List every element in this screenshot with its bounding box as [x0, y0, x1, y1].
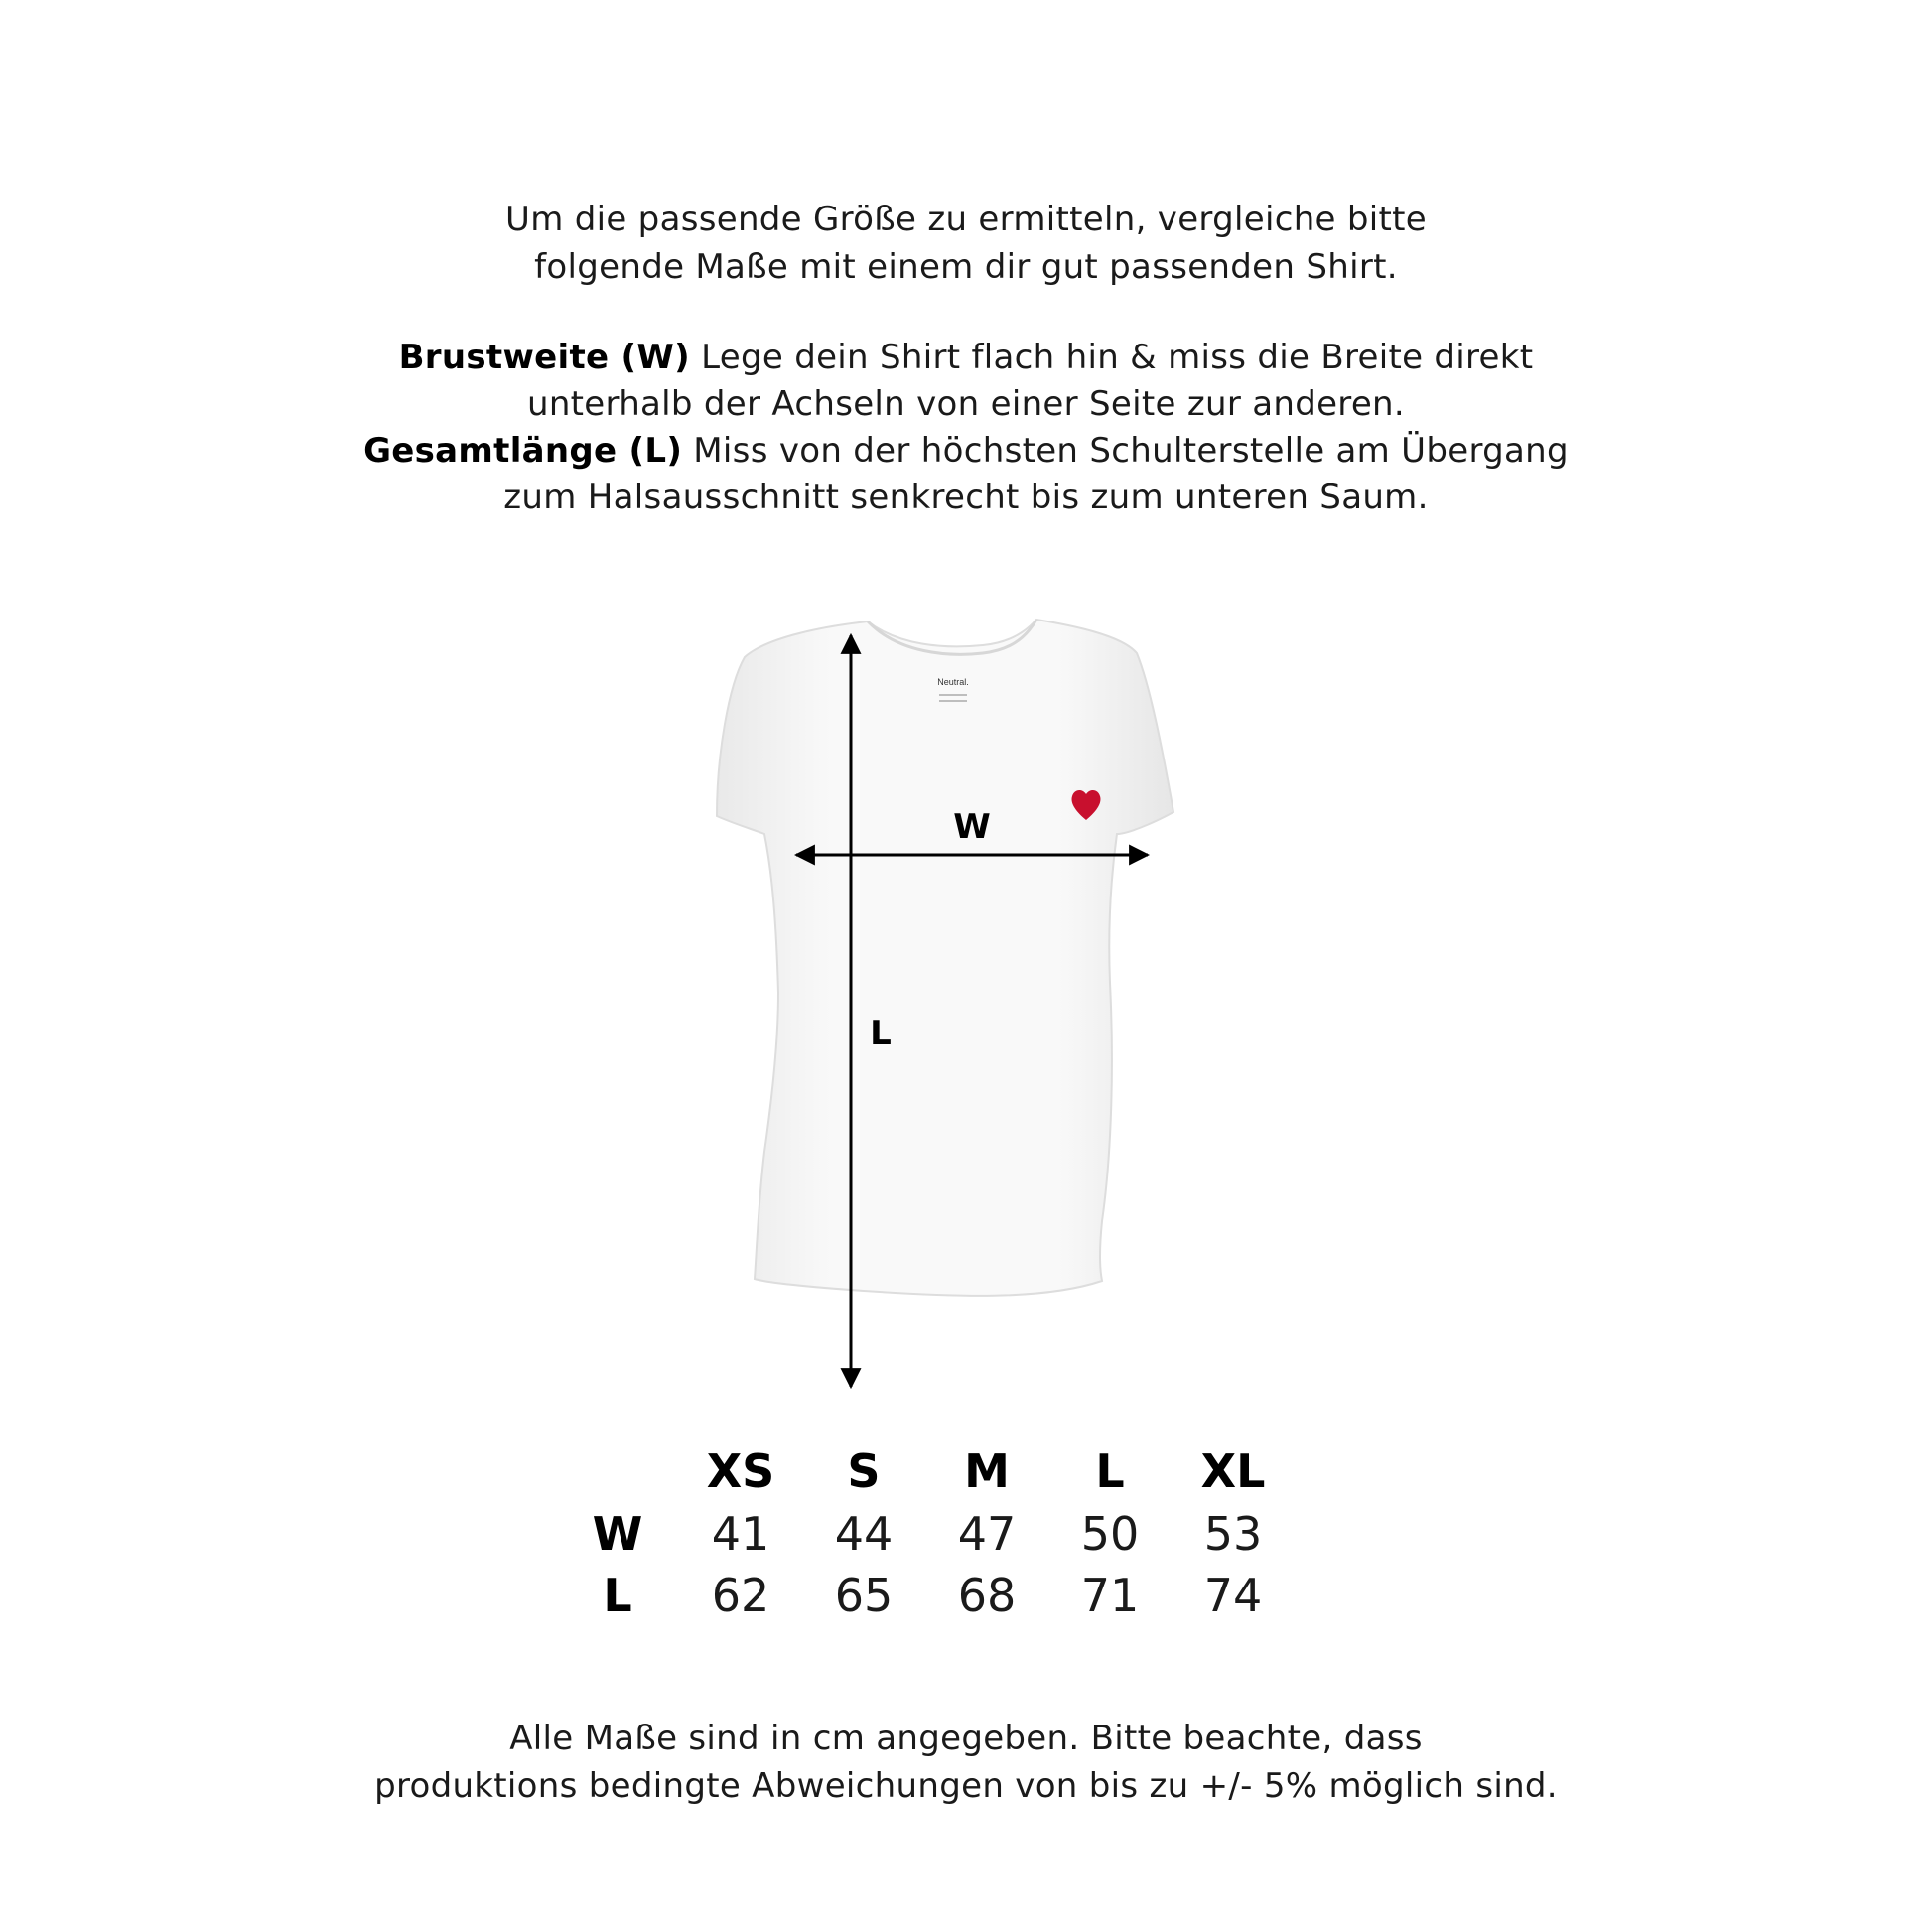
length-label: L: [870, 1014, 892, 1053]
size-table: [556, 1440, 1295, 1626]
intro-line-2: folgende Maße mit einem dir gut passenden Shirt.: [534, 247, 1398, 287]
table-cell: 74: [1203, 1569, 1263, 1622]
row-label: W: [592, 1507, 643, 1561]
intro-line-1: Um die passende Größe zu ermitteln, vergleiche bitte: [505, 200, 1427, 239]
footer-line-1: Alle Maße sind in cm angegeben. Bitte beachte, dass: [509, 1719, 1423, 1758]
size-header-row: [556, 1440, 1295, 1503]
corner-cell: [556, 1440, 679, 1503]
chest-term: Brustweite (W): [398, 338, 691, 377]
width-label: W: [953, 807, 991, 847]
table-cell: 71: [1080, 1569, 1140, 1622]
length-definition-line-2: zum Halsausschnitt senkrecht bis zum unteren Saum.: [503, 478, 1429, 517]
length-text-1: Miss von der höchsten Schulterstelle am Übergang: [693, 431, 1569, 471]
row-label: L: [603, 1569, 632, 1622]
length-term: Gesamtlänge (L): [363, 431, 683, 471]
intro-text: [0, 196, 1932, 291]
chest-definition-line-1: [0, 335, 1932, 381]
table-cell: 53: [1203, 1507, 1263, 1561]
table-row-width: [556, 1503, 1295, 1565]
size-header: M: [964, 1445, 1010, 1498]
measurement-definitions: [0, 335, 1932, 521]
size-header: L: [1095, 1445, 1125, 1498]
size-header: XL: [1200, 1445, 1266, 1498]
length-definition-line-1: [0, 428, 1932, 475]
table-cell: 62: [711, 1569, 770, 1622]
table-cell: 47: [957, 1507, 1017, 1561]
footer-line-2: produktions bedingte Abweichungen von bis zu +/- 5% möglich sind.: [374, 1766, 1558, 1806]
table-cell: 68: [957, 1569, 1017, 1622]
table-row-length: [556, 1565, 1295, 1626]
tshirt-diagram: [655, 596, 1271, 1420]
footer-note: [0, 1715, 1932, 1810]
chest-definition-line-2: unterhalb der Achseln von einer Seite zur anderen.: [526, 384, 1406, 424]
table-cell: 41: [711, 1507, 770, 1561]
neck-label: Neutral.: [937, 677, 969, 687]
table-cell: 44: [834, 1507, 894, 1561]
tshirt-shape: [717, 620, 1173, 1296]
table-cell: 50: [1080, 1507, 1140, 1561]
size-header: XS: [706, 1445, 775, 1498]
chest-text-1: Lege dein Shirt flach hin & miss die Breite direkt: [701, 338, 1534, 377]
table-cell: 65: [834, 1569, 894, 1622]
size-header: S: [847, 1445, 881, 1498]
